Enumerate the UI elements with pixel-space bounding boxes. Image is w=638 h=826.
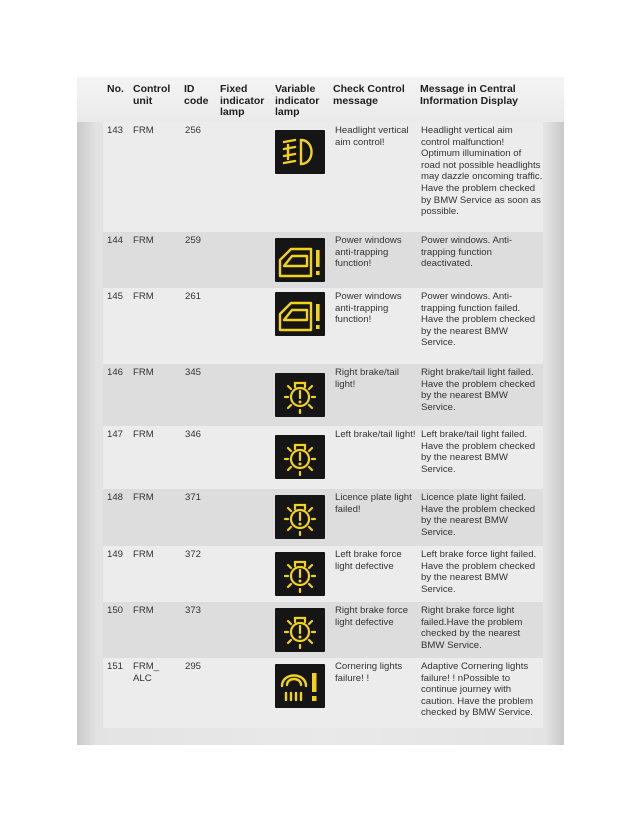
row-id-code: 372 <box>185 549 202 560</box>
table-row <box>103 546 543 602</box>
row-number: 148 <box>107 492 124 503</box>
row-check-control-message: Power windows anti-trapping function! <box>335 235 402 270</box>
row-control-unit: FRM <box>133 291 154 302</box>
row-check-control-message: Power windows anti-trapping function! <box>335 291 402 326</box>
table-row <box>103 658 543 728</box>
row-check-control-message: Cornering lights failure! ! <box>335 661 403 684</box>
header-no: No. <box>107 83 124 95</box>
header-variable-indicator-lamp: Variable indicator lamp <box>275 83 320 118</box>
row-number: 147 <box>107 429 124 440</box>
row-control-unit: FRM <box>133 125 154 136</box>
table-row <box>103 232 543 288</box>
row-central-message: Left brake force light failed. Have the problem checked by the nearest BMW Service. <box>421 549 537 595</box>
row-control-unit: FRM <box>133 367 154 378</box>
headlight-range-icon <box>275 130 325 174</box>
row-id-code: 345 <box>185 367 202 378</box>
window-warning-icon <box>275 238 325 282</box>
bulb-failure-icon <box>275 608 325 652</box>
row-central-message: Licence plate light failed. Have the problem checked by the nearest BMW Service. <box>421 492 536 538</box>
cornering-light-warning-icon <box>275 664 325 708</box>
row-central-message: Right brake force light failed.Have the problem checked by the nearest BMW Service. <box>421 605 523 651</box>
row-number: 144 <box>107 235 124 246</box>
bulb-failure-icon <box>275 552 325 596</box>
row-id-code: 346 <box>185 429 202 440</box>
row-central-message: Power windows. Anti-trapping function failed. Have the problem checked by the nearest BMW Service. <box>421 291 536 349</box>
row-control-unit: FRM <box>133 429 154 440</box>
row-control-unit: FRM_ ALC <box>133 661 160 684</box>
row-central-message: Adaptive Cornering lights failure! ! nPossible to continue journey with caution. Have the problem checked by BMW Service. <box>421 661 533 719</box>
row-id-code: 261 <box>185 291 202 302</box>
row-central-message: Left brake/tail light failed. Have the problem checked by the nearest BMW Service. <box>421 429 536 475</box>
row-central-message: Right brake/tail light failed. Have the problem checked by the nearest BMW Service. <box>421 367 536 413</box>
bulb-failure-icon <box>275 495 325 539</box>
table-header <box>77 77 564 122</box>
row-check-control-message: Left brake/tail light! <box>335 429 416 440</box>
row-check-control-message: Licence plate light failed! <box>335 492 412 515</box>
row-central-message: Headlight vertical aim control malfunction! Optimum illumination of road not possible headlights may dazzle oncoming traffic. Have the problem checked by BMW Service as soon as possible. <box>421 125 543 218</box>
row-number: 151 <box>107 661 124 672</box>
header-central-message: Message in Central Information Display <box>420 83 519 107</box>
row-id-code: 371 <box>185 492 202 503</box>
row-number: 143 <box>107 125 124 136</box>
bulb-failure-icon <box>275 435 325 479</box>
table-row <box>103 288 543 364</box>
header-id-code: ID code <box>184 83 209 107</box>
bulb-failure-icon <box>275 373 325 417</box>
document-page <box>77 77 564 745</box>
header-control-unit: Control unit <box>133 83 171 107</box>
header-fixed-indicator-lamp: Fixed indicator lamp <box>220 83 265 118</box>
row-number: 145 <box>107 291 124 302</box>
row-check-control-message: Headlight vertical aim control! <box>335 125 409 148</box>
row-number: 150 <box>107 605 124 616</box>
row-control-unit: FRM <box>133 492 154 503</box>
table-row <box>103 364 543 426</box>
row-check-control-message: Right brake/tail light! <box>335 367 399 390</box>
row-number: 149 <box>107 549 124 560</box>
table-row <box>103 489 543 546</box>
row-number: 146 <box>107 367 124 378</box>
table-row <box>103 122 543 232</box>
row-control-unit: FRM <box>133 605 154 616</box>
row-id-code: 373 <box>185 605 202 616</box>
row-control-unit: FRM <box>133 235 154 246</box>
table-row <box>103 426 543 489</box>
row-central-message: Power windows. Anti-trapping function deactivated. <box>421 235 513 270</box>
row-check-control-message: Left brake force light defective <box>335 549 402 572</box>
row-check-control-message: Right brake force light defective <box>335 605 409 628</box>
row-control-unit: FRM <box>133 549 154 560</box>
row-id-code: 256 <box>185 125 202 136</box>
row-id-code: 295 <box>185 661 202 672</box>
row-id-code: 259 <box>185 235 202 246</box>
header-check-control-message: Check Control message <box>333 83 405 107</box>
table-row <box>103 602 543 658</box>
window-warning-icon <box>275 292 325 336</box>
